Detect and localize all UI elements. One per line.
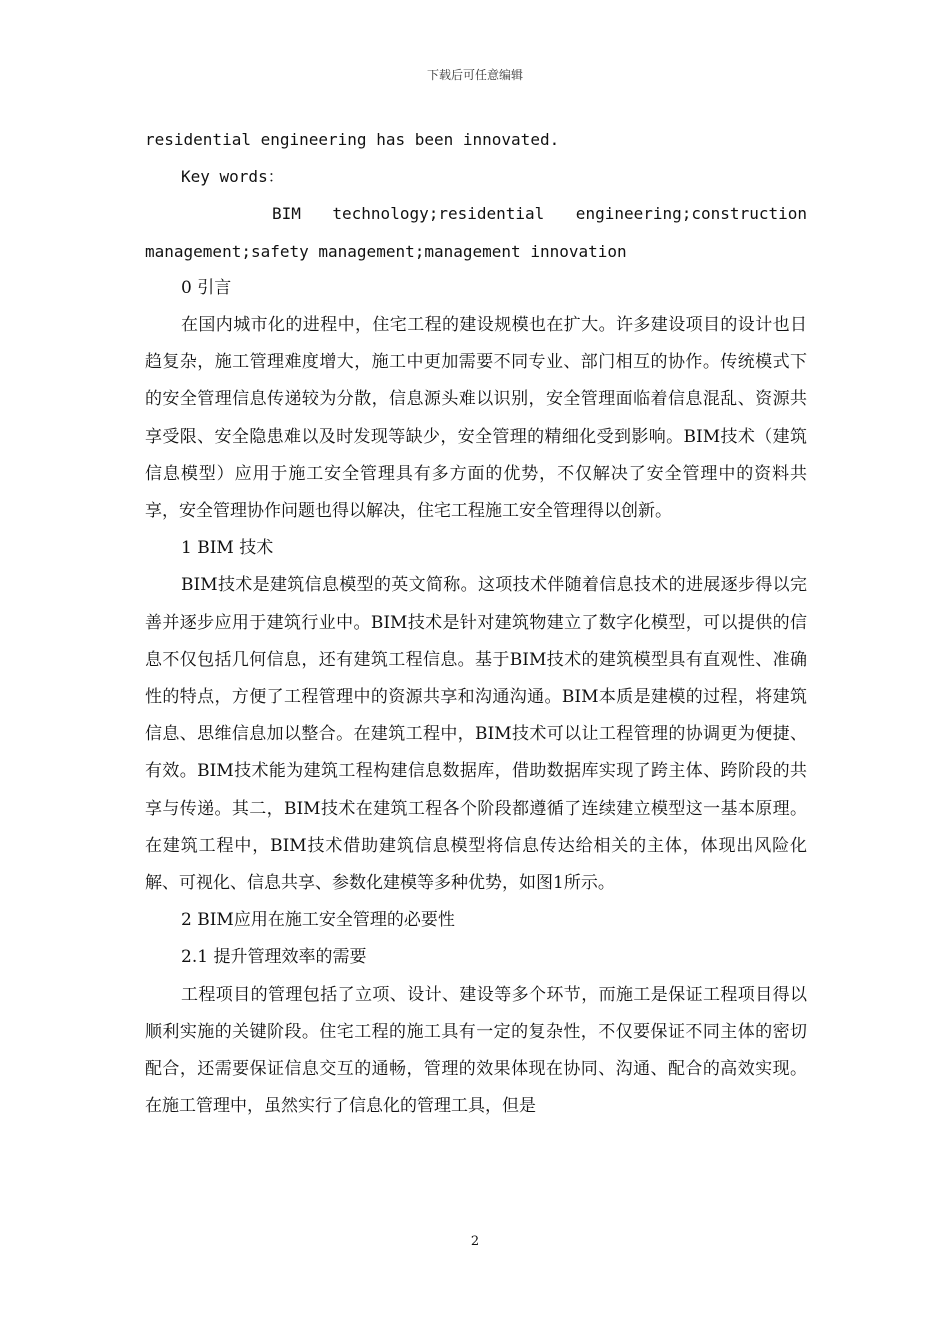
section-0-title: 0 引言 <box>181 277 232 298</box>
section-2-title: 2 BIM应用在施工安全管理的必要性 <box>181 910 455 931</box>
page-header: 下载后可任意编辑 <box>426 68 523 82</box>
keywords-line-1: BIM technology;residential engineering;construction <box>272 204 807 224</box>
section-1-title: 1 BIM 技术 <box>181 538 274 559</box>
page-number: 2 <box>470 1234 480 1249</box>
abstract-end-line: residential engineering has been innovated. <box>145 130 560 149</box>
document-body <box>145 121 807 1125</box>
section-2-1-paragraph: 工程项目的管理包括了立项、设计、建设等多个环节，而施工是保证工程项目得以顺利实施的关键阶段。住宅工程的施工具有一定的复杂性，不仅要保证不同主体的密切配合，还需要保证信息交互的通畅，管理的效果体现在协同、沟通、配合的高效实现。在施工管理中，虽然实行了信息化的管理工具，但是 <box>145 984 807 1117</box>
keywords-label: Key words： <box>181 167 284 187</box>
section-2-1-title: 2.1 提升管理效率的需要 <box>181 947 367 968</box>
section-0-paragraph: 在国内城市化的进程中，住宅工程的建设规模也在扩大。许多建设项目的设计也日趋复杂，施工管理难度增大，施工中更加需要不同专业、部门相互的协作。传统模式下的安全管理信息传递较为分散，信息源头难以识别，安全管理面临着信息混乱、资源共享受限、安全隐患难以及时发现等缺少，安全管理的精细化受到影响。BIM技术（建筑信息模型）应用于施工安全管理具有多方面的优势，不仅解决了安全管理中的资料共享，安全管理协作问题也得以解决，住宅工程施工安全管理得以创新。 <box>145 315 807 522</box>
keywords-line-2: management;safety management;management innovation <box>145 241 627 261</box>
section-1-paragraph: BIM技术是建筑信息模型的英文简称。这项技术伴随着信息技术的进展逐步得以完善并逐步应用于建筑行业中。BIM技术是针对建筑物建立了数字化模型，可以提供的信息不仅包括几何信息，还有建筑工程信息。基于BIM技术的建筑模型具有直观性、准确性的特点，方便了工程管理中的资源共享和沟通沟通。BIM本质是建模的过程，将建筑信息、思维信息加以整合。在建筑工程中，BIM技术可以让工程管理的协调更为便捷、有效。BIM技术能为建筑工程构建信息数据库，借助数据库实现了跨主体、跨阶段的共享与传递。其二，BIM技术在建筑工程各个阶段都遵循了连续建立模型这一基本原理。在建筑工程中，BIM技术借助建筑信息模型将信息传达给相关的主体，体现出风险化解、可视化、信息共享、参数化建模等多种优势，如图1所示。 <box>145 575 807 894</box>
